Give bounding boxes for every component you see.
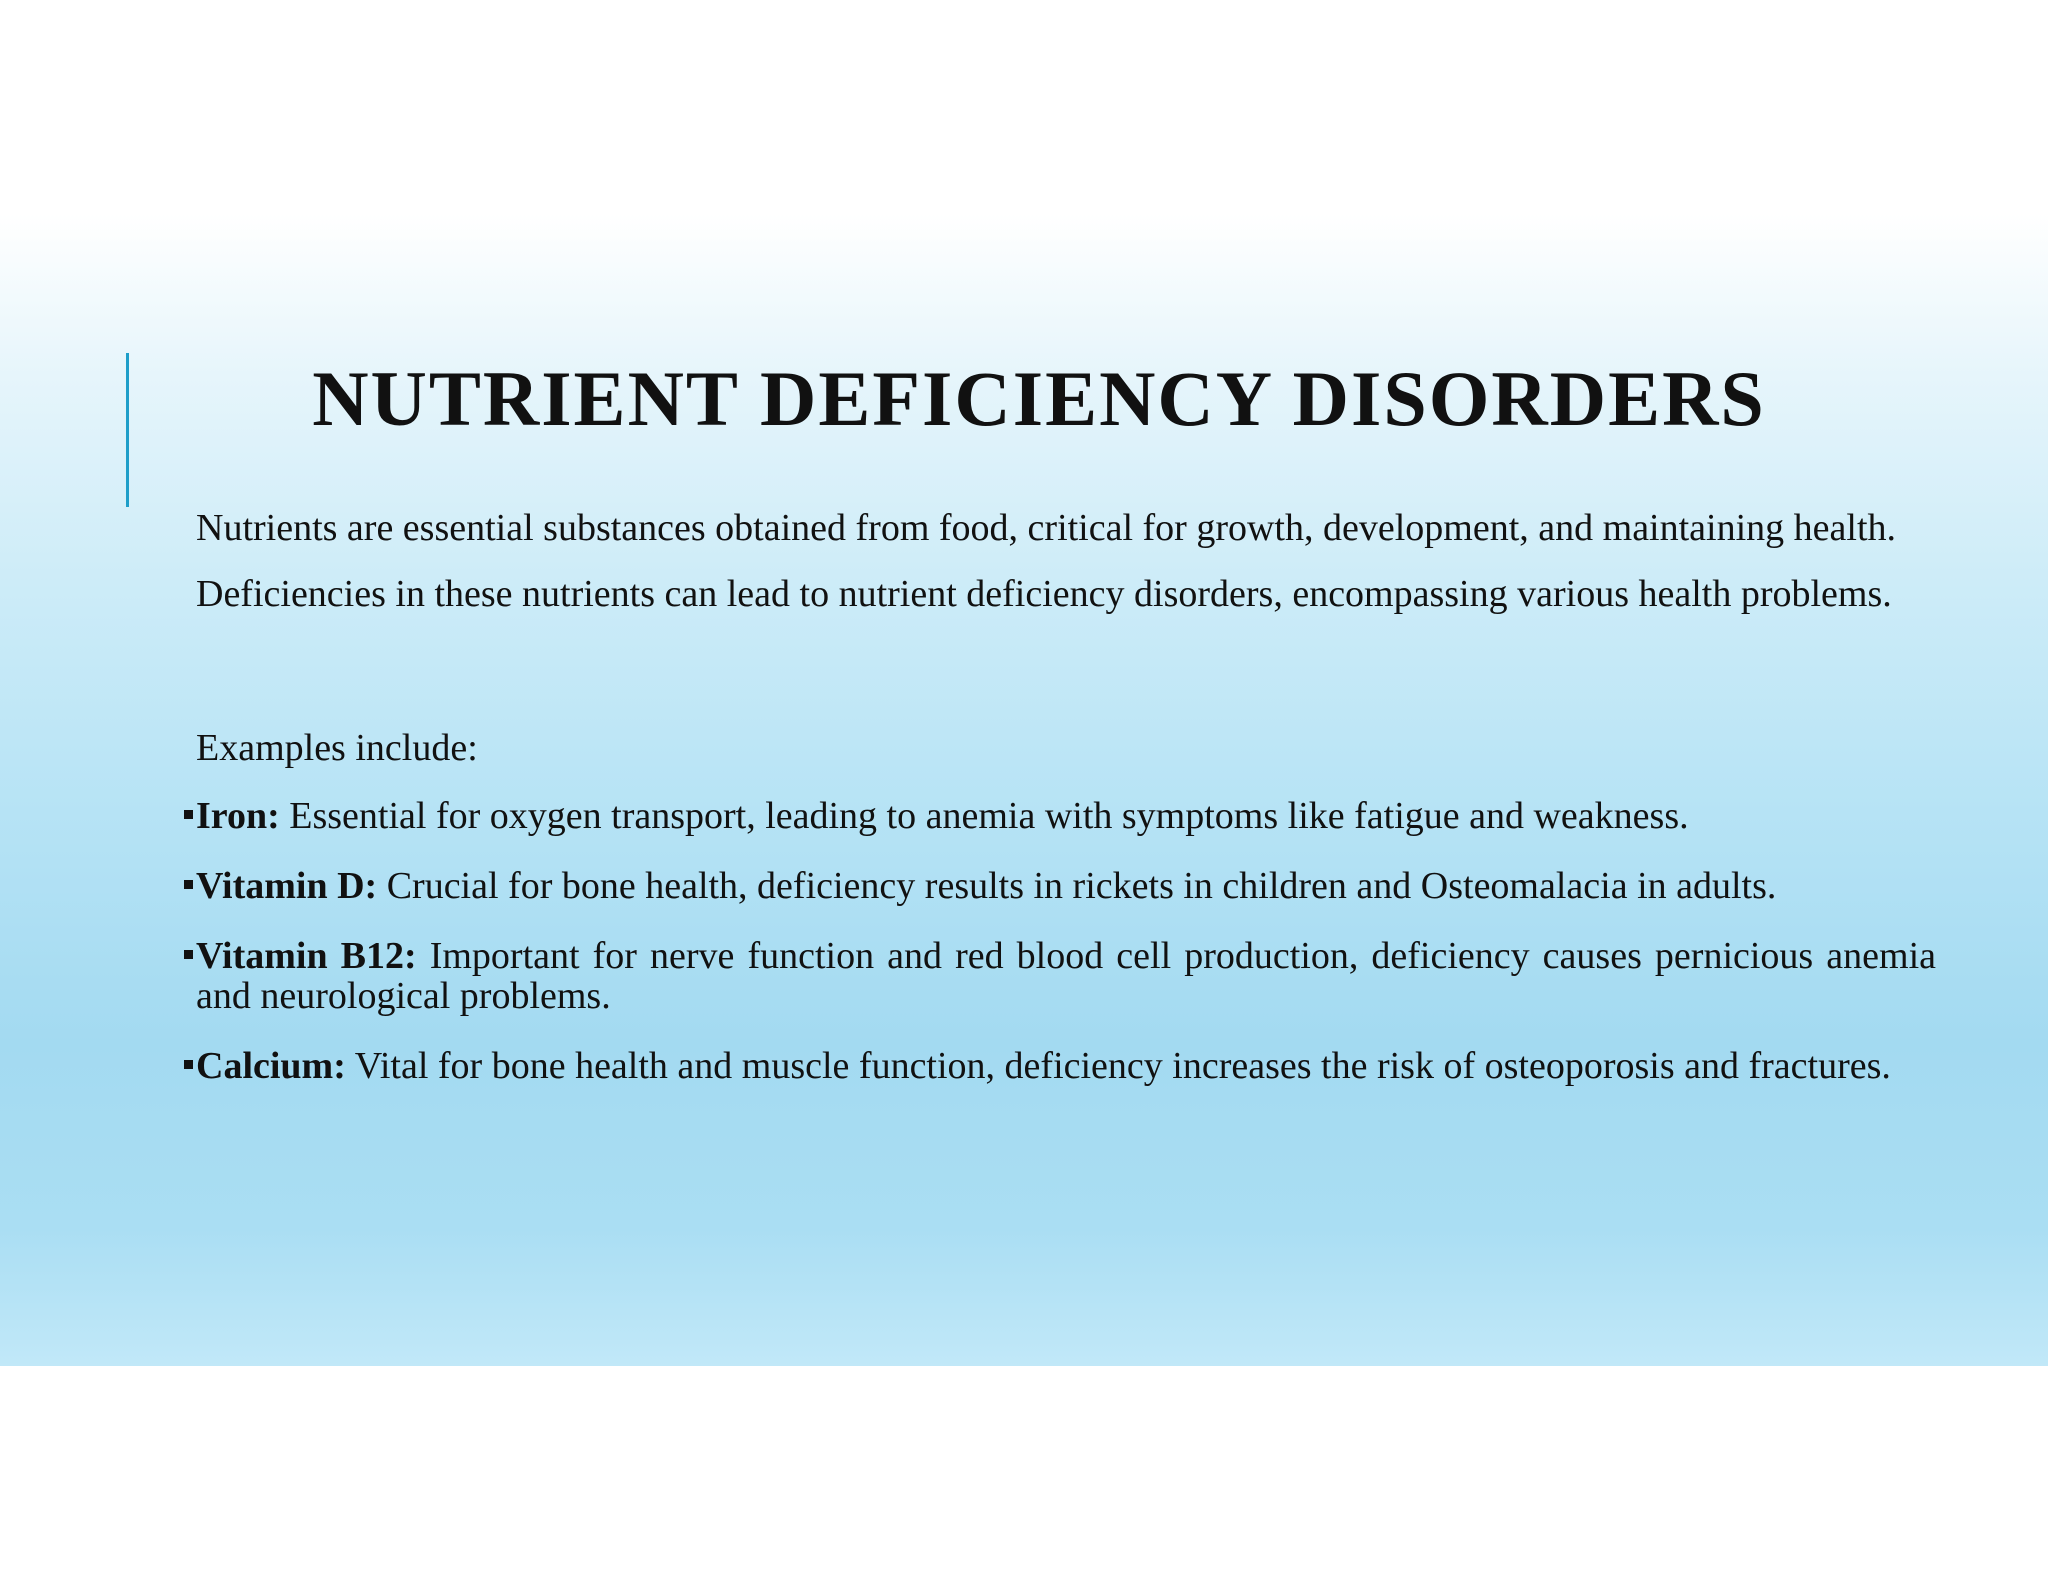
example-term: Vitamin D: bbox=[196, 865, 378, 907]
intro-paragraph: Nutrients are essential substances obtained from food, critical for growth, development, and maintaining health. bbox=[196, 507, 1896, 549]
examples-label: Examples include: bbox=[196, 727, 478, 769]
square-bullet-icon bbox=[184, 950, 193, 959]
slide-title: NUTRIENT DEFICIENCY DISORDERS bbox=[312, 355, 1766, 442]
square-bullet-icon bbox=[184, 880, 193, 889]
slide-body bbox=[196, 508, 1936, 1116]
example-term: Vitamin B12: bbox=[196, 935, 417, 977]
example-item-calcium bbox=[196, 1046, 1936, 1086]
example-term: Iron: bbox=[196, 795, 280, 837]
example-description: Crucial for bone health, deficiency results in rickets in children and Osteomalacia in adults. bbox=[377, 865, 1777, 907]
square-bullet-icon bbox=[184, 810, 193, 819]
example-item-vitamin-b12 bbox=[196, 936, 1936, 1016]
square-bullet-icon bbox=[184, 1060, 193, 1069]
example-description: Important for nerve function and red blood cell production, deficiency causes pernicious anemia and neurological problems. bbox=[196, 935, 1936, 1017]
example-item-iron bbox=[196, 796, 1936, 836]
example-term: Calcium: bbox=[196, 1045, 346, 1087]
example-description: Vital for bone health and muscle function, deficiency increases the risk of osteoporosis and fractures. bbox=[345, 1045, 1891, 1087]
spacer bbox=[196, 640, 1936, 728]
example-description: Essential for oxygen transport, leading to anemia with symptoms like fatigue and weakness. bbox=[279, 795, 1689, 837]
deficiency-paragraph: Deficiencies in these nutrients can lead to nutrient deficiency disorders, encompassing various health problems. bbox=[196, 573, 1892, 615]
example-item-vitamin-d bbox=[196, 866, 1936, 906]
